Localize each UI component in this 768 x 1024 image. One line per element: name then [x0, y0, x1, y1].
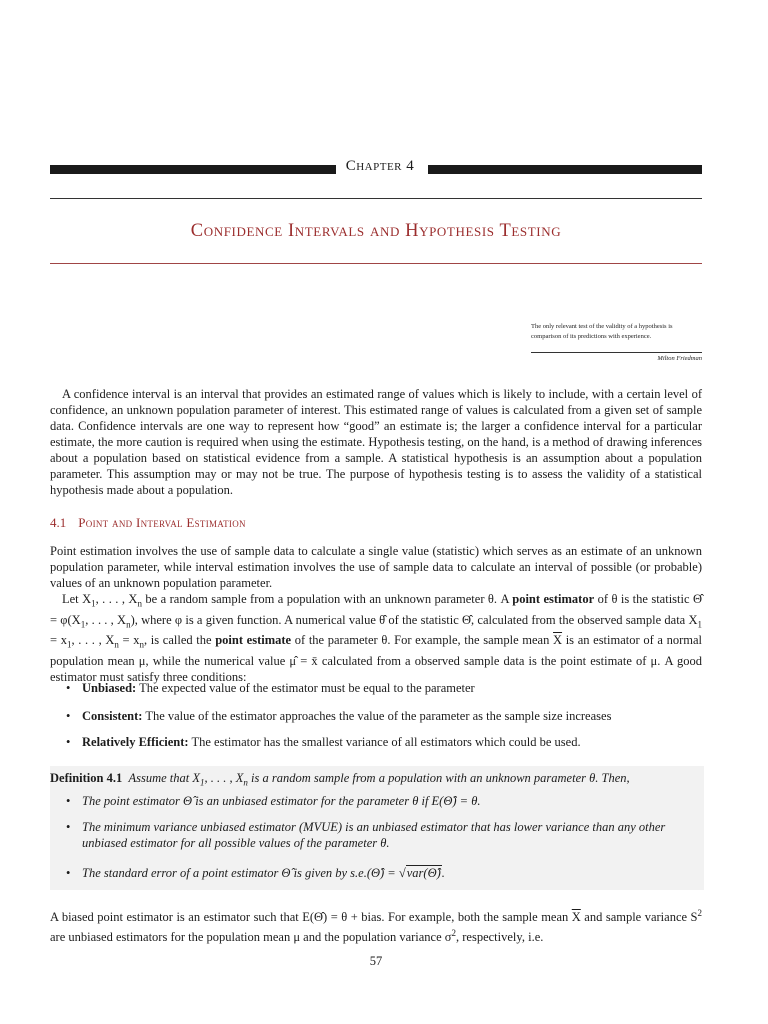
- p2-text-1: Let X: [62, 592, 92, 606]
- page-number: 57: [369, 954, 383, 968]
- chapter-rule-top: [50, 198, 702, 199]
- def-sub: 1: [200, 777, 205, 788]
- closing-text-d: , respectively, i.e.: [456, 930, 544, 945]
- closing-text-a: A biased point estimator is an estimator such that E(Θ̂) = θ + bias. For example, both the sample mean: [50, 910, 572, 925]
- p2-text-2: , . . . , X: [95, 592, 138, 606]
- p2-sub: 1: [697, 619, 702, 629]
- p2-text-4: of θ is the statistic Θ̂ = φ(X: [50, 592, 702, 627]
- chapter-label: Chapter 4: [345, 158, 415, 174]
- term-point-estimate: point estimate: [215, 633, 292, 647]
- condition-term: Unbiased:: [82, 681, 137, 695]
- definition-lead-b: , . . . , X: [204, 771, 244, 785]
- p2-text-10: , is called the: [144, 633, 216, 647]
- definition-item-2: The minimum variance unbiased estimator (MVUE) is an unbiased estimator that has lower variance than any other unbiased estimator for all possible values of the parameter θ.: [82, 820, 666, 850]
- chapter-bar-left: [50, 165, 336, 174]
- p2-sub: n: [139, 639, 145, 650]
- epigraph-rule: [531, 352, 702, 353]
- chapter-rule-bottom: [50, 263, 702, 264]
- condition-text: The estimator has the smallest variance of all estimators which could be used.: [188, 735, 581, 749]
- definition-list: [66, 793, 702, 888]
- p2-sub: n: [137, 598, 142, 609]
- definition-label: Definition 4.1: [50, 771, 123, 785]
- definition-item-3c: .: [441, 866, 445, 880]
- p2-sub: n: [114, 639, 119, 650]
- definition-item-1: The point estimator Θ̂ is an unbiased estimator for the parameter θ if E(Θ̂) = θ.: [82, 794, 481, 808]
- xbar-symbol: $\overline{X}$: [553, 633, 563, 647]
- conditions-list: [66, 680, 702, 750]
- condition-text: The value of the estimator approaches the value of the parameter as the sample size increases: [142, 709, 612, 723]
- section-paragraph-1: Point estimation involves the use of sample data to calculate a single value (statistic) which serves as an estimate of an unknown population parameter, while interval estimation involves the use of sample data to calculate an interval of possible (or probable) values of an unknown population parameter.: [50, 544, 702, 590]
- sqrt-icon: √: [398, 866, 406, 880]
- p2-sub: 1: [91, 598, 96, 609]
- definition-item-3a: The standard error of a point estimator Θ̂ is given by s.e.(Θ̂) =: [82, 866, 399, 880]
- p2-text-3: be a random sample from a population with an unknown parameter θ. A: [141, 592, 513, 606]
- closing-text-c: are unbiased estimators for the population mean μ and the population variance σ: [50, 930, 452, 945]
- condition-term: Relatively Efficient:: [82, 735, 189, 749]
- p2-text-12: is an estimator of a normal population mean μ, while the numerical value μ̂ = x̄ calculated from a observed sample data is the point estimate of μ. A good estimator must satisfy three conditions:: [50, 633, 702, 684]
- p2-sub: n: [126, 619, 131, 629]
- section-number: 4.1: [50, 515, 67, 530]
- closing-sup: 2: [451, 928, 457, 939]
- closing-sup: 2: [697, 908, 702, 918]
- definition-lead-a: Assume that X: [128, 771, 201, 785]
- bullet-icon: •: [66, 820, 71, 834]
- definition-lead: [50, 770, 700, 791]
- epigraph-quote: The only relevant test of the validity of a hypothesis is comparison of its predictions with experience.: [531, 323, 673, 340]
- p2-sub: 1: [66, 639, 72, 650]
- definition-item-3b: var(Θ̂): [406, 866, 441, 880]
- bullet-icon: •: [66, 709, 71, 723]
- xbar-symbol: $\overline{X}$: [571, 910, 581, 925]
- section-title: Point and Interval Estimation: [78, 515, 246, 530]
- p2-text-5: , . . . , X: [85, 612, 127, 627]
- bullet-icon: •: [66, 794, 71, 808]
- condition-text: The expected value of the estimator must be equal to the parameter: [136, 681, 475, 695]
- term-point-estimator: point estimator: [512, 592, 595, 606]
- p2-text-8: , . . . , X: [71, 633, 115, 647]
- section-heading: [50, 515, 246, 531]
- p2-sub: 1: [80, 619, 86, 629]
- p2-text-9: = x: [118, 633, 140, 647]
- bullet-icon: •: [66, 866, 71, 880]
- epigraph-author: Milton Friedman: [657, 355, 702, 362]
- p2-text-11: of the parameter θ. For example, the sample mean: [291, 633, 554, 647]
- bullet-icon: •: [66, 735, 71, 749]
- section-paragraph-2: [50, 591, 702, 685]
- def-sub: n: [243, 777, 248, 788]
- closing-paragraph: [50, 905, 702, 945]
- condition-term: Consistent:: [82, 709, 143, 723]
- closing-text-b: and sample variance S: [580, 910, 698, 925]
- chapter-bar-right: [428, 165, 702, 174]
- intro-paragraph: A confidence interval is an interval that provides an estimated range of values which is likely to include, with a certain level of confidence, an unknown population parameter of interest. This estimated range of values is calculated from a given set of sample data. Confidence intervals are one way to represent how “good” an estimate is; the larger a confidence interval for a particular estimate, the more caution is required when using the estimate. Hypothesis testing, on the hand, is a method of drawing inferences about a population based on statistical evidence from a sample. A statistical hypothesis is an assumption about a population parameter. This assumption may or may not be true. The purpose of hypothesis testing is to assess the validity of a statistical hypothesis made about a population.: [50, 387, 702, 497]
- p2-text-7: = x: [50, 633, 67, 647]
- definition-lead-c: is a random sample from a population with an unknown parameter θ. Then,: [247, 771, 630, 785]
- bullet-icon: •: [66, 681, 71, 695]
- p2-text-6: ), where φ is a given function. A numerical value θ̂ of the statistic Θ̂, calculated from the observed sample data X: [130, 612, 698, 627]
- chapter-title: Confidence Intervals and Hypothesis Testing: [190, 221, 562, 241]
